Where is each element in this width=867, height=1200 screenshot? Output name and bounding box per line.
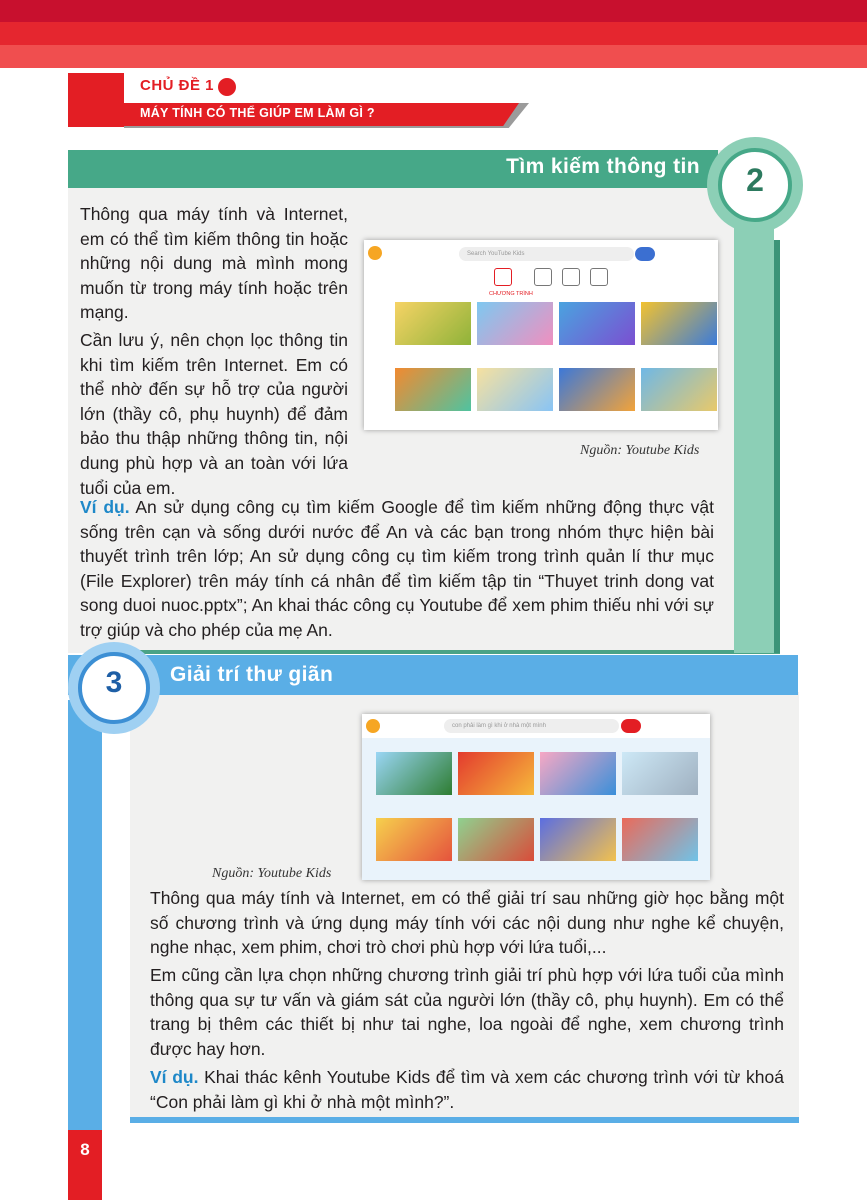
video-thumbnail[interactable] bbox=[376, 818, 452, 861]
video-thumbnail[interactable] bbox=[559, 302, 635, 345]
youtube-search-button[interactable] bbox=[635, 247, 655, 261]
section3-example-text: Khai thác kênh Youtube Kids để tìm và xem các chương trình với từ khoá “Con phải làm gì khi ở nhà một mình?”. bbox=[150, 1067, 784, 1112]
section2-example-text: An sử dụng công cụ tìm kiếm Google để tìm kiếm những động thực vật sống trên cạn và sống dưới nước để An và các bạn trong nhóm thực hiện bài thuyết trình trên lớp; An sử dụng công cụ tìm kiếm trong trình quản lí thư mục (File Explorer) trên máy tính cá nhân để tìm kiếm tập tin “Thuyet trinh dong vat song duoi nuoc.pptx”; An khai thác công cụ Youtube để xem phim thiếu nhi với sự trợ giúp và cho phép của mẹ An. bbox=[80, 497, 714, 640]
video-thumbnail[interactable] bbox=[477, 302, 553, 345]
video-thumbnail[interactable] bbox=[540, 818, 616, 861]
section3-paragraph-2: Em cũng cần lựa chọn những chương trình giải trí phù hợp với lứa tuổi của mình thông qua sự tư vấn và giám sát của người lớn (thầy cô, phụ huynh). Em có thể trang bị thêm các thiết bị như tai nghe, loa ngoài để nghe, xem chương trình được hay hơn. bbox=[150, 965, 784, 1059]
section2-example-label: Ví dụ. bbox=[80, 497, 130, 517]
section2-paragraph-2: Cần lưu ý, nên chọn lọc thông tin khi tìm kiếm trên Internet. Em có thể nhờ đến sự hỗ trợ của người lớn (thầy cô, phụ huynh) để đảm bảo thu thập những thông tin, nội dung phù hợp và an toàn với lứa tuổi của em. bbox=[80, 330, 348, 498]
category-learning-icon[interactable] bbox=[562, 268, 580, 286]
section3-example-label: Ví dụ. bbox=[150, 1067, 199, 1087]
page-number: 8 bbox=[80, 1140, 90, 1159]
section2-rail bbox=[734, 195, 774, 653]
section2-title: Tìm kiếm thông tin bbox=[506, 155, 700, 178]
category-shows-icon[interactable] bbox=[494, 268, 512, 286]
section2-image-source: Nguồn: Youtube Kids bbox=[580, 443, 700, 458]
chapter-label: CHỦ ĐỀ 1 bbox=[140, 77, 215, 94]
video-thumbnail[interactable] bbox=[559, 368, 635, 411]
youtube-search-input[interactable]: Search YouTube Kids bbox=[459, 247, 634, 261]
video-thumbnail[interactable] bbox=[622, 752, 698, 795]
category-music-icon[interactable] bbox=[534, 268, 552, 286]
chapter-title: MÁY TÍNH CÓ THỂ GIÚP EM LÀM GÌ ? bbox=[140, 106, 375, 120]
section3-rail bbox=[68, 700, 102, 1200]
video-thumbnail[interactable] bbox=[540, 752, 616, 795]
section3-example bbox=[150, 1065, 784, 1114]
video-thumbnail[interactable] bbox=[395, 368, 471, 411]
video-thumbnail[interactable] bbox=[376, 752, 452, 795]
video-thumbnail[interactable] bbox=[477, 368, 553, 411]
video-thumbnail[interactable] bbox=[395, 302, 471, 345]
youtube-kids-logo-icon bbox=[368, 246, 382, 260]
youtube-kids-screenshot-2 bbox=[362, 714, 710, 880]
category-label: CHƯƠNG TRÌNH bbox=[489, 291, 533, 297]
chapter-dot-icon bbox=[218, 78, 236, 96]
youtube-search-button[interactable] bbox=[621, 719, 641, 733]
video-thumbnail[interactable] bbox=[458, 752, 534, 795]
chapter-red-block bbox=[68, 73, 124, 127]
youtube-search-input[interactable]: con phải làm gì khi ở nhà một mình bbox=[444, 719, 619, 733]
section3-image-source: Nguồn: Youtube Kids bbox=[212, 866, 332, 881]
section2-example bbox=[80, 495, 714, 643]
section3-paragraph-1: Thông qua máy tính và Internet, em có thể giải trí sau những giờ học bằng một số chương trình và ứng dụng máy tính với các nội dung như nghe kể chuyện, nghe nhạc, xem phim, chơi trò chơi phù hợp với lứa tuổi,... bbox=[150, 888, 784, 958]
youtube-kids-screenshot-1 bbox=[364, 240, 718, 430]
section3-title: Giải trí thư giãn bbox=[170, 663, 334, 686]
section3-number: 3 bbox=[105, 666, 123, 699]
youtube-kids-logo-icon bbox=[366, 719, 380, 733]
video-thumbnail[interactable] bbox=[458, 818, 534, 861]
video-thumbnail[interactable] bbox=[641, 368, 717, 411]
section2-number: 2 bbox=[746, 162, 764, 198]
video-thumbnail[interactable] bbox=[641, 302, 717, 345]
video-thumbnail[interactable] bbox=[622, 818, 698, 861]
section2-bottom-shadow bbox=[90, 650, 780, 654]
category-explore-icon[interactable] bbox=[590, 268, 608, 286]
section2-paragraph-1: Thông qua máy tính và Internet, em có thể tìm kiếm thông tin hoặc những nội dung mà mình mong muốn từ trong máy tính hoặc trên mạng. bbox=[80, 204, 348, 323]
top-red-band bbox=[0, 0, 867, 68]
section3-bottom-bar bbox=[130, 1117, 799, 1123]
